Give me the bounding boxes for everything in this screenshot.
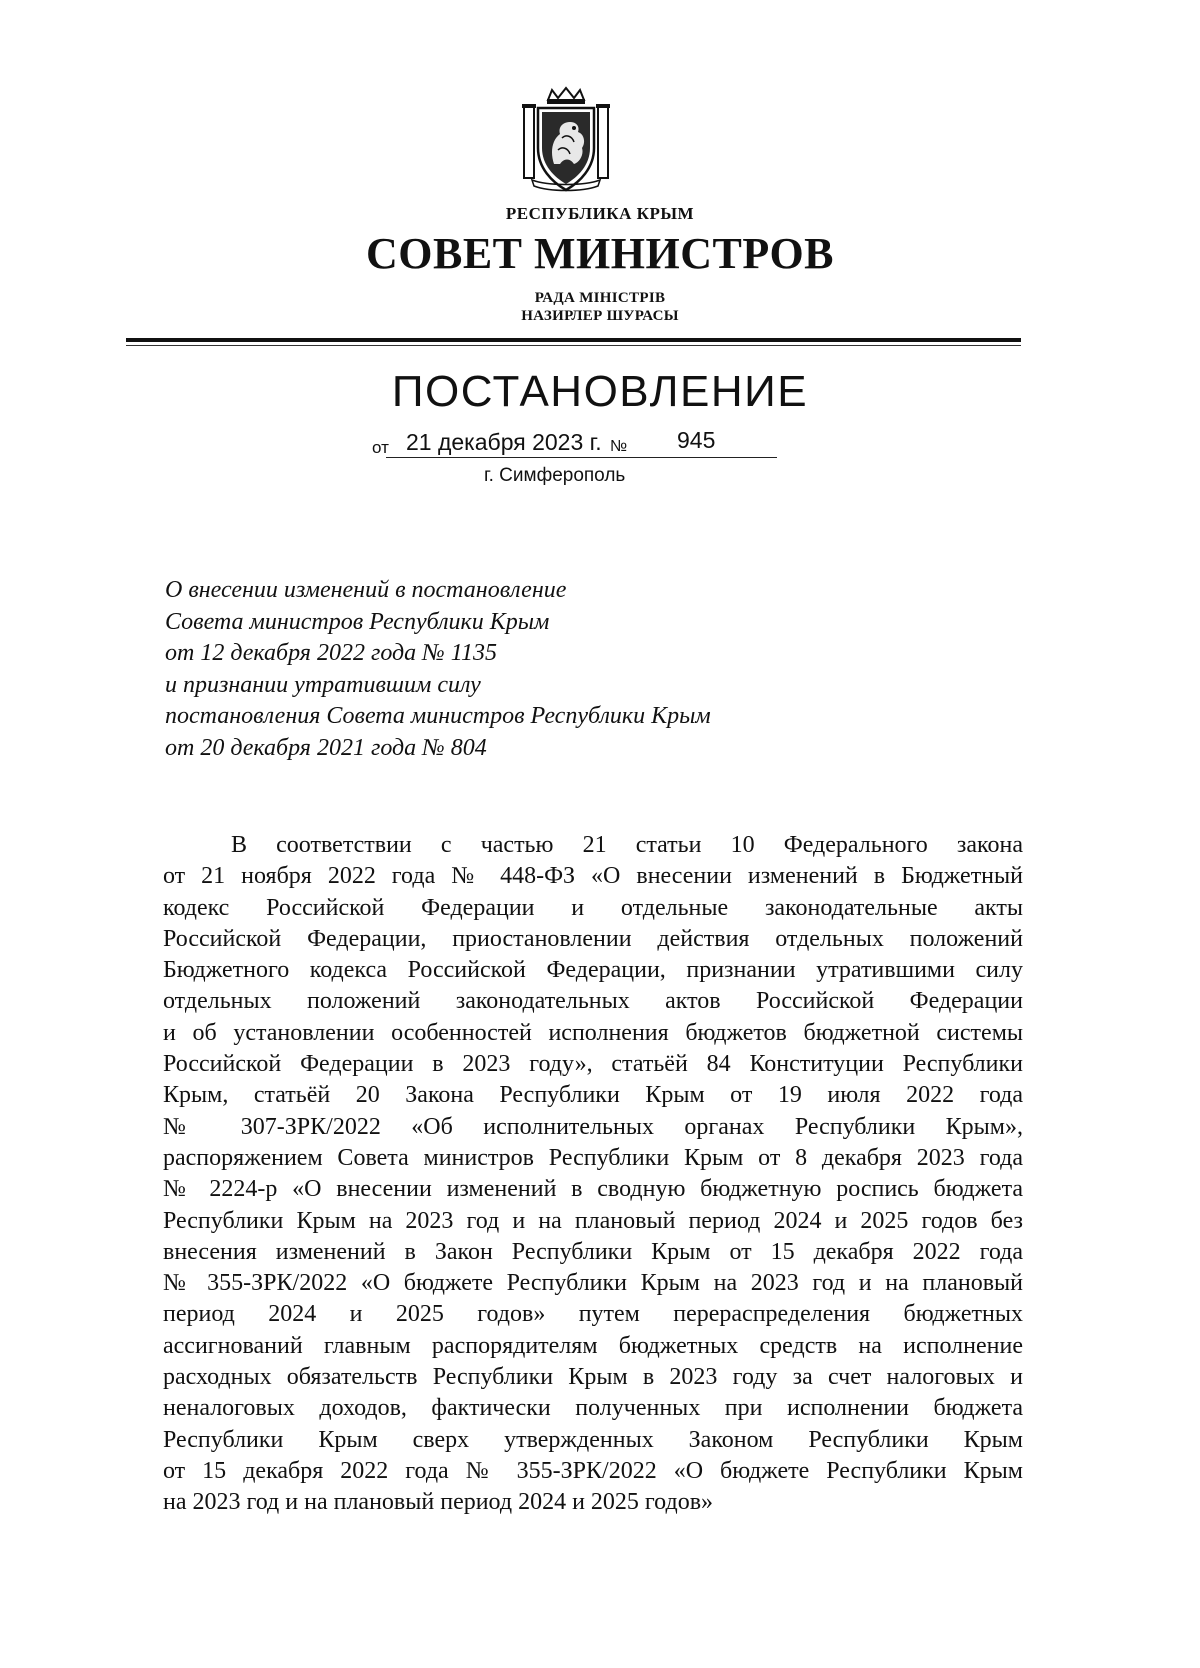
body-line: неналоговых доходов, фактически полученных при исполнении бюджета [163,1395,1023,1422]
coat-of-arms-emblem [518,86,614,194]
council-title-ukrainian: РАДА МІНІСТРІВ [534,290,666,306]
body-line: Бюджетного кодекса Российской Федерации, признании утратившими силу [163,957,1023,984]
body-line: и об установлении особенностей исполнения бюджетов бюджетной системы [163,1019,1023,1046]
subject-line: от 12 декабря 2022 года № 1135 [165,640,497,666]
body-line: отдельных положений законодательных актов Российской Федерации [163,988,1023,1015]
body-line: ассигнований главным распорядителям бюджетных средств на исполнение [163,1332,1023,1359]
decree-date-line [372,426,777,460]
body-line: В соответствии с частью 21 статьи 10 Федерального закона [231,832,1023,858]
header-divider-thick [126,338,1021,342]
decree-city: г. Симферополь [484,465,626,486]
subject-line: О внесении изменений в постановление [165,577,567,603]
body-line: расходных обязательств Республики Крым в 2023 году за счет налоговых и [163,1364,1023,1391]
decree-date: 21 декабря 2023 г. [406,429,602,455]
subject-line: Совета министров Республики Крым [165,608,550,635]
subject-line: постановления Совета министров Республики Крым [165,703,711,729]
body-line: кодекс Российской Федерации и отдельные законодательные акты [163,894,1023,921]
body-line: от 21 ноября 2022 года № 448-ФЗ «О внесении изменений в Бюджетный [163,863,1023,890]
republic-name: РЕСПУБЛИКА КРЫМ [505,204,695,223]
body-line: № 2224-р «О внесении изменений в сводную бюджетную роспись бюджета [163,1176,1023,1203]
date-prefix: от [372,438,389,457]
body-line: Российской Федерации в 2023 году», статьёй 84 Конституции Республики [163,1051,1023,1078]
council-title: СОВЕТ МИНИСТРОВ [365,229,835,278]
decree-title: ПОСТАНОВЛЕНИЕ [391,367,809,416]
council-title-crimean-tatar: НАЗИРЛЕР ШУРАСЫ [521,308,679,324]
body-line: период 2024 и 2025 годов» путем перераспределения бюджетных [163,1301,1023,1328]
body-line: Республики Крым на 2023 год и на плановый период 2024 и 2025 годов без [163,1207,1023,1234]
body-line: от 15 декабря 2022 года № 355-ЗРК/2022 «О бюджете Республики Крым [163,1457,1023,1484]
decree-number: 945 [677,427,716,453]
body-line: Республики Крым сверх утвержденных Законом Республики Крым [163,1426,1023,1453]
subject-line: и признании утратившим силу [165,671,481,698]
body-line: Крым, статьёй 20 Закона Республики Крым от 19 июля 2022 года [163,1082,1023,1109]
decree-body-paragraph [163,830,1023,1519]
subject-line: от 20 декабря 2021 года № 804 [165,734,487,761]
body-line: № 307-ЗРК/2022 «Об исполнительных органах Республики Крым», [163,1113,1023,1140]
body-line: распоряжением Совета министров Республики Крым от 8 декабря 2023 года [163,1144,1023,1171]
body-line: внесения изменений в Закон Республики Крым от 15 декабря 2022 года [163,1238,1023,1265]
number-sign: № [610,438,628,455]
decree-subject [165,575,711,764]
body-line: Российской Федерации, приостановлении действия отдельных положений [163,925,1023,952]
date-underline [386,457,777,458]
body-line: на 2023 год и на плановый период 2024 и 2025 годов» [163,1489,714,1516]
body-line: № 355-ЗРК/2022 «О бюджете Республики Крым на 2023 год и на плановый [163,1270,1023,1297]
header-divider-thin [126,345,1021,346]
